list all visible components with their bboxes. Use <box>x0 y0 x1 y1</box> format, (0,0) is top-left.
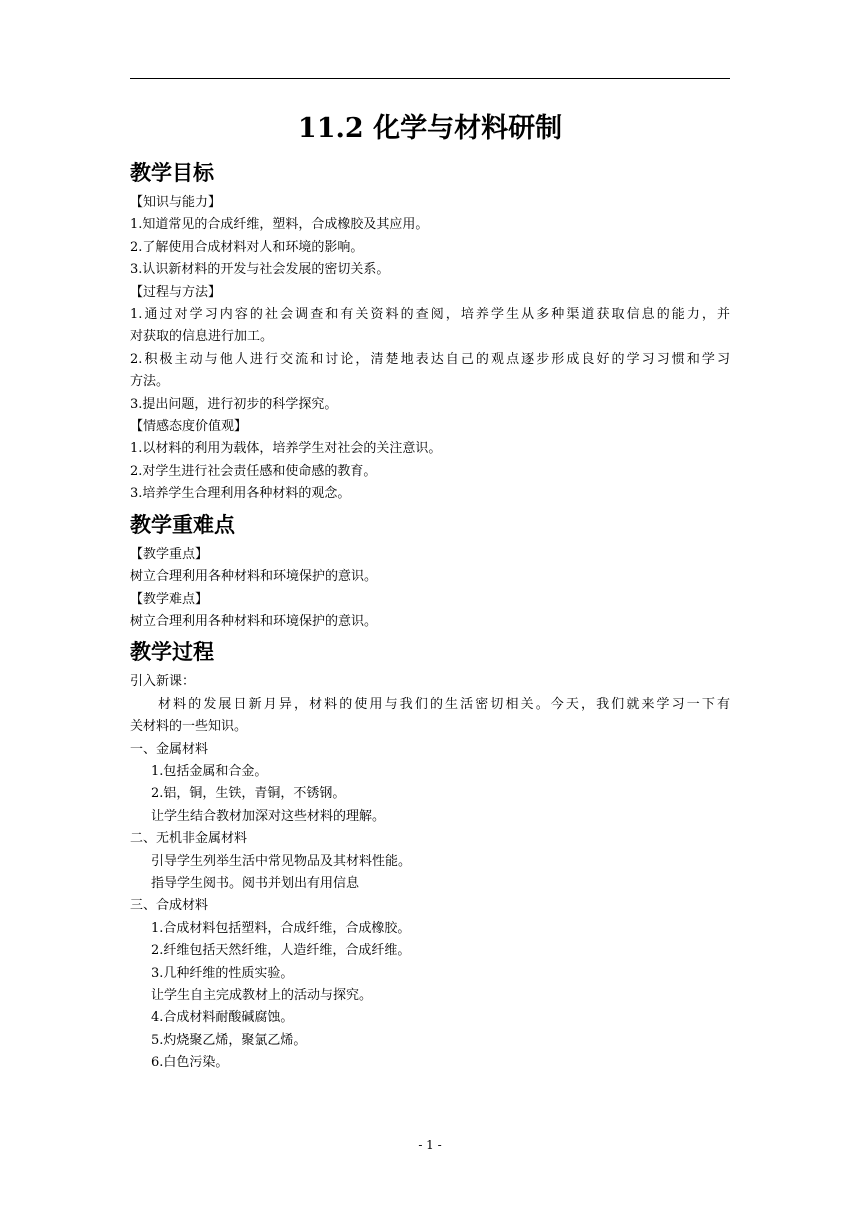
text-line: 2.纤维包括天然纤维，人造纤维，合成纤维。 <box>151 943 411 959</box>
text-line: 3.培养学生合理利用各种材料的观念。 <box>130 486 351 502</box>
text-line: 关材料的一些知识。 <box>130 719 248 735</box>
sections-container <box>130 154 730 1075</box>
text-line: 3.认识新材料的开发与社会发展的密切关系。 <box>130 262 390 278</box>
text-line: 对获取的信息进行加工。 <box>130 329 274 345</box>
text-line: 【教学重点】 <box>130 546 209 562</box>
text-line: 4.合成材料耐酸碱腐蚀。 <box>151 1010 294 1026</box>
text-line: 3.几种纤维的性质实验。 <box>151 965 294 981</box>
document-body <box>130 104 730 1075</box>
text-line: 2.对学生进行社会责任感和使命感的教育。 <box>130 463 377 479</box>
text-line: 【知识与能力】 <box>130 195 222 210</box>
section <box>130 154 730 506</box>
text-line: 1.知道常见的合成纤维，塑料，合成橡胶及其应用。 <box>130 217 429 233</box>
text-line: 1.合成材料包括塑料，合成纤维，合成橡胶。 <box>151 920 411 936</box>
text-line: 方法。 <box>130 374 170 390</box>
text-line: 三、合成材料 <box>130 898 209 914</box>
text-line: 5.灼烧聚乙烯，聚氯乙烯。 <box>151 1032 307 1048</box>
text-line: 引入新课： <box>130 674 196 690</box>
header-rule <box>130 78 730 79</box>
text-line: 树立合理利用各种材料和环境保护的意识。 <box>130 569 378 585</box>
text-line: 让学生自主完成教材上的活动与探究。 <box>151 988 373 1003</box>
text-line: 1.包括金属和合金。 <box>151 763 268 779</box>
text-line: 材料的发展日新月异，材料的使用与我们的生活密切相关。今天，我们就来学习一下有 <box>158 696 730 712</box>
text-line: 让学生结合教材加深对这些材料的理解。 <box>151 808 386 824</box>
text-line: 引导学生列举生活中常见物品及其材料性能。 <box>151 853 412 869</box>
page-number: - 1 - <box>418 1138 442 1152</box>
text-line: 1.通过对学习内容的社会调查和有关资料的查阅，培养学生从多种渠道获取信息的能力，并 <box>130 307 730 323</box>
text-line: 一、金属材料 <box>130 741 209 757</box>
section-heading: 教学过程 <box>130 640 214 665</box>
text-line: 2.了解使用合成材料对人和环境的影响。 <box>130 239 364 255</box>
text-line: 2.铝，铜，生铁，青铜，不锈钢。 <box>151 786 346 802</box>
text-line: 二、无机非金属材料 <box>130 831 248 847</box>
text-line: 【教学难点】 <box>130 591 209 607</box>
text-line: 2.积极主动与他人进行交流和讨论，清楚地表达自己的观点逐步形成良好的学习习惯和学习 <box>130 351 730 367</box>
text-line: 3.提出问题，进行初步的科学探究。 <box>130 396 338 412</box>
text-line: 树立合理利用各种材料和环境保护的意识。 <box>130 613 378 629</box>
section-heading: 教学目标 <box>130 161 214 185</box>
document-title: 11.2 化学与材料研制 <box>297 113 563 144</box>
text-line: 【情感态度价值观】 <box>130 419 248 435</box>
text-line: 6.白色污染。 <box>151 1055 229 1071</box>
section <box>130 633 730 1074</box>
text-line: 【过程与方法】 <box>130 284 222 300</box>
section <box>130 506 730 634</box>
section-heading: 教学重难点 <box>130 512 235 537</box>
text-line: 指导学生阅书。阅书并划出有用信息 <box>151 875 360 891</box>
text-line: 1.以材料的利用为载体，培养学生对社会的关注意识。 <box>130 441 442 457</box>
